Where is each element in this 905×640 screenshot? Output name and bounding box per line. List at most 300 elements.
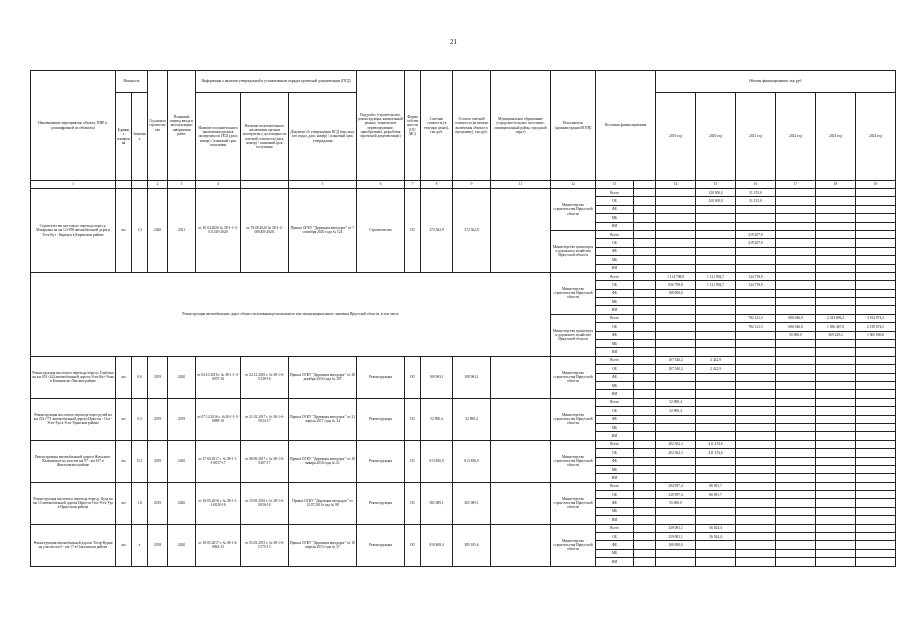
funding-label: ФБ [596, 205, 634, 213]
funding-value: 686 046,0 [776, 323, 816, 331]
funding-value [816, 222, 856, 230]
executor-cell: Министерство строительства Иркутской области [551, 272, 596, 314]
index-cell: 16 [736, 181, 776, 189]
funding-value [656, 474, 696, 482]
work-type: Реконструкция [357, 356, 405, 398]
start-year: 2019 [148, 356, 168, 398]
funding-label: ИИ [596, 264, 634, 272]
funding-value [776, 465, 816, 473]
capacity-unit: км [116, 398, 132, 440]
funding-label: ФБ [596, 415, 634, 423]
executor-cell: Министерство транспорта и дорожного хозяйства Иркутской области [551, 230, 596, 272]
expertise-info: от 19.05.2016 г. № 38-1-1-3-0020-16 [196, 482, 241, 524]
funding-spacer [634, 474, 656, 482]
header-year: 2019 год [656, 93, 696, 181]
funding-value [856, 298, 896, 306]
funding-value [696, 516, 736, 524]
executor-cell: Министерство строительства Иркутской области [551, 356, 596, 398]
funding-value: 3 163 074,5 [856, 314, 896, 322]
funding-spacer [634, 465, 656, 473]
funding-value: 782 121,5 [736, 314, 776, 322]
funding-value [696, 398, 736, 406]
approval-doc: Приказ ОГКУ "Дирекция автодорог" от 28 декабря 2016 года № 187 [289, 356, 357, 398]
capacity-value: 1,3 [132, 189, 148, 273]
funding-value: 202 362,3 [656, 449, 696, 457]
funding-value: 686 046,0 [776, 314, 816, 322]
funding-value [856, 541, 896, 549]
start-year: 2019 [148, 440, 168, 482]
funding-label: ОБ [596, 491, 634, 499]
index-cell: 3 [168, 181, 196, 189]
funding-value [816, 197, 856, 205]
funding-spacer [634, 356, 656, 364]
funding-value [656, 415, 696, 423]
index-cell: 5 [289, 181, 357, 189]
capacity-value: х [132, 524, 148, 566]
funding-value [816, 340, 856, 348]
funding-value [696, 465, 736, 473]
funding-label: Всего [596, 440, 634, 448]
funding-value: 1 114 798,8 [656, 272, 696, 280]
funding-spacer [634, 415, 656, 423]
funding-value [816, 499, 856, 507]
funding-value [856, 256, 896, 264]
funding-value [696, 230, 736, 238]
funding-value [816, 239, 856, 247]
funding-value [816, 381, 856, 389]
funding-value [816, 348, 856, 356]
funding-value [776, 306, 816, 314]
funding-value [776, 381, 816, 389]
funding-value [856, 432, 896, 440]
funding-spacer [634, 407, 656, 415]
funding-value [736, 365, 776, 373]
page-number: 21 [450, 38, 457, 46]
funding-value [776, 272, 816, 280]
funding-value [696, 457, 736, 465]
funding-value [776, 289, 816, 297]
funding-spacer [634, 239, 656, 247]
funding-value [776, 281, 816, 289]
planned-term: 2020 [168, 524, 196, 566]
funding-value [736, 457, 776, 465]
index-cell: 7 [405, 181, 421, 189]
funding-value: 219 207,9 [736, 239, 776, 247]
funding-value [776, 214, 816, 222]
header-value: Значение [132, 93, 148, 181]
funding-value [816, 491, 856, 499]
header-volumes: Объемы финансирования, тыс.руб. [656, 71, 896, 93]
estimate-info: от 19.05.2016 г. № 38-1-6-0036-16 [241, 482, 289, 524]
funding-value [816, 432, 856, 440]
funding-value [776, 197, 816, 205]
funding-label: МБ [596, 465, 634, 473]
funding-value [736, 507, 776, 515]
capacity-value: 15,1 [132, 440, 148, 482]
funding-value [656, 189, 696, 197]
funding-value [656, 432, 696, 440]
funding-value [776, 449, 816, 457]
funding-value [816, 205, 856, 213]
funding-label: ОБ [596, 365, 634, 373]
funding-value [736, 423, 776, 431]
funding-value [776, 482, 816, 490]
capacity-unit: км [116, 356, 132, 398]
start-year: 2019 [148, 398, 168, 440]
funding-value [776, 432, 816, 440]
funding-value: 782 121,5 [736, 323, 776, 331]
funding-value [656, 340, 696, 348]
funding-label: ФБ [596, 247, 634, 255]
funding-value [656, 457, 696, 465]
funding-value [816, 272, 856, 280]
header-funding-source: Источник финансирования [596, 71, 656, 181]
funding-spacer [634, 298, 656, 306]
municipality [491, 440, 551, 482]
index-cell: 17 [776, 181, 816, 189]
funding-value [696, 373, 736, 381]
funding-value [776, 549, 816, 557]
work-type: Реконструкция [357, 398, 405, 440]
funding-value [656, 256, 696, 264]
funding-value [776, 340, 816, 348]
funding-spacer [634, 541, 656, 549]
work-type: Реконструкция [357, 440, 405, 482]
funding-value [696, 306, 736, 314]
funding-value [816, 356, 856, 364]
start-year: 2019 [148, 482, 168, 524]
funding-value [816, 264, 856, 272]
capacity-value: 0,3 [132, 398, 148, 440]
work-type: Строительство [357, 189, 405, 273]
funding-value [696, 340, 736, 348]
funding-value [856, 381, 896, 389]
funding-label: ОБ [596, 407, 634, 415]
funding-spacer [634, 281, 656, 289]
funding-value [816, 558, 856, 566]
group-title: Реконструкция автомобильных дорог общего пользования регионального или межмуниципального значения Иркутской области, в том числе [31, 272, 551, 356]
capacity-unit: км [116, 440, 132, 482]
funding-value [736, 449, 776, 457]
funding-value [736, 533, 776, 541]
funding-label: ИИ [596, 306, 634, 314]
header-year: 2020 год [696, 93, 736, 181]
index-cell: 9 [453, 181, 491, 189]
funding-spacer [634, 214, 656, 222]
funding-value [776, 491, 816, 499]
funding-value [776, 239, 816, 247]
funding-value [776, 524, 816, 532]
funding-value [856, 348, 896, 356]
funding-value: 2 422,9 [696, 356, 736, 364]
start-year: 2018 [148, 524, 168, 566]
funding-value [736, 390, 776, 398]
funding-spacer [634, 264, 656, 272]
funding-label: ИИ [596, 390, 634, 398]
funding-value [696, 205, 736, 213]
municipality [491, 524, 551, 566]
funding-value [736, 432, 776, 440]
capacity-unit: км [116, 524, 132, 566]
funding-value [856, 407, 896, 415]
funding-value: 86 091,7 [696, 482, 736, 490]
funding-value [736, 348, 776, 356]
approval-doc: Приказ ОГКУ "Дирекция автодорог" от 12.07.2016 года № 98 [289, 482, 357, 524]
funding-spacer [634, 205, 656, 213]
funding-value [856, 507, 896, 515]
header-approval-doc: Документ об утверждении ПСД (вид акта, кто издал, дата, номер) / плановый срок утверждения [289, 93, 357, 181]
funding-value [696, 549, 736, 557]
funding-value: 144 739,9 [736, 272, 776, 280]
funding-value [696, 314, 736, 322]
funding-spacer [634, 331, 656, 339]
funding-spacer [634, 348, 656, 356]
funding-value [856, 272, 896, 280]
ownership-form: ОС [405, 356, 421, 398]
funding-value [776, 348, 816, 356]
funding-value [656, 314, 696, 322]
funding-value [856, 499, 896, 507]
remaining-cost: 381 089,1 [453, 482, 491, 524]
funding-value: 55 000,0 [656, 499, 696, 507]
index-cell: 12 [551, 181, 596, 189]
funding-value [856, 516, 896, 524]
funding-spacer [634, 440, 656, 448]
funding-value [696, 239, 736, 247]
funding-value [656, 348, 696, 356]
funding-value [776, 533, 816, 541]
funding-value [776, 541, 816, 549]
funding-value: 369 429,2 [816, 331, 856, 339]
funding-value [736, 465, 776, 473]
funding-value [776, 264, 816, 272]
index-cell: 11 [491, 181, 551, 189]
funding-value [736, 222, 776, 230]
expertise-info: от 18.05.2017 г. № 38-1-4-0062-13 [196, 524, 241, 566]
funding-spacer [634, 390, 656, 398]
funding-label: ФБ [596, 541, 634, 549]
funding-label: Всего [596, 356, 634, 364]
funding-value [856, 533, 896, 541]
funding-spacer [634, 381, 656, 389]
header-start-year: Год начала строительства [148, 71, 168, 181]
funding-value [856, 239, 896, 247]
executor-cell: Министерство строительства Иркутской области [551, 482, 596, 524]
funding-value: 50 000,0 [776, 331, 816, 339]
capacity-unit: км [116, 482, 132, 524]
funding-value [696, 474, 736, 482]
index-cell: 6 [357, 181, 405, 189]
funding-label: ФБ [596, 373, 634, 381]
funding-label: ИИ [596, 516, 634, 524]
funding-value [816, 482, 856, 490]
funding-value: 229 081,1 [656, 533, 696, 541]
funding-spacer [634, 549, 656, 557]
estimate-info: от 21.02.2017 г. № 38-1-6-0034-17 [241, 398, 289, 440]
funding-value [856, 549, 896, 557]
start-year: 2020 [148, 189, 168, 273]
estimated-cost: 613 836,9 [421, 440, 453, 482]
funding-value [736, 482, 776, 490]
funding-spacer [634, 197, 656, 205]
expertise-info: от 10.04.2020 № 38-1-1-3-011410-2020 [196, 189, 241, 273]
funding-label: ФБ [596, 457, 634, 465]
funding-spacer [634, 323, 656, 331]
funding-label: МБ [596, 256, 634, 264]
funding-value [816, 398, 856, 406]
funding-value [696, 415, 736, 423]
funding-value [656, 381, 696, 389]
funding-value [856, 474, 896, 482]
approval-doc: Приказ ОГКУ "Дирекция автодорог" от 10 апреля 2015 года № 37 [289, 524, 357, 566]
funding-value [656, 423, 696, 431]
funding-label: МБ [596, 298, 634, 306]
funding-value [656, 373, 696, 381]
funding-label: Всего [596, 524, 634, 532]
approval-doc: Приказ ОГКУ "Дирекция автодорог" от 29 января 2018 года № 21 [289, 440, 357, 482]
funding-value [656, 507, 696, 515]
estimate-info: от 08.09.2017 г. № 38-1-6-0207-17 [241, 440, 289, 482]
funding-spacer [634, 340, 656, 348]
funding-value [856, 340, 896, 348]
funding-value [776, 415, 816, 423]
funding-value [816, 541, 856, 549]
funding-value: 202 362,3 [656, 440, 696, 448]
object-name: Реконструкция автомобильной дороги Тотэр-Курма на участке км 0 - км 17 в Ольхонском районе [31, 524, 116, 566]
funding-value [736, 306, 776, 314]
funding-value [656, 549, 696, 557]
funding-value [776, 440, 816, 448]
funding-value [816, 549, 856, 557]
funding-spacer [634, 507, 656, 515]
funding-value [696, 331, 736, 339]
funding-value [736, 214, 776, 222]
funding-value: 2 323 896,2 [816, 314, 856, 322]
executor-cell: Министерство строительства Иркутской области [551, 189, 596, 231]
funding-value [856, 491, 896, 499]
funding-value [696, 558, 736, 566]
estimate-info: от 22.12.2016 г. № 38-1-6-0139-16 [241, 356, 289, 398]
index-cell [116, 181, 132, 189]
estimated-cost: 109 963,1 [421, 356, 453, 398]
estimated-cost: 910 408,4 [421, 524, 453, 566]
funding-value [736, 491, 776, 499]
funding-value [656, 323, 696, 331]
funding-value [736, 256, 776, 264]
header-year: 2024 год [856, 93, 896, 181]
funding-value [856, 289, 896, 297]
funding-value [856, 189, 896, 197]
funding-spacer [634, 558, 656, 566]
funding-label: ФБ [596, 499, 634, 507]
funding-value [776, 230, 816, 238]
funding-spacer [634, 457, 656, 465]
funding-value [736, 356, 776, 364]
funding-value [856, 423, 896, 431]
funding-spacer [634, 482, 656, 490]
funding-value [696, 214, 736, 222]
funding-value [776, 205, 816, 213]
funding-label: МБ [596, 507, 634, 515]
funding-value: 219 207,9 [736, 230, 776, 238]
funding-value [656, 214, 696, 222]
funding-value [696, 432, 736, 440]
funding-value [736, 398, 776, 406]
funding-spacer [634, 423, 656, 431]
funding-value [816, 373, 856, 381]
funding-value [776, 365, 816, 373]
header-docs-group: Информация о наличии утвержденной в установленном порядке проектной документации (ПСД) [196, 71, 357, 93]
funding-label: ИИ [596, 558, 634, 566]
object-name: Реконструкция мостового перехода через р. Горбатка на км 201+244 автомобильной дороги Усть-Кут-Уоян в Казачинско-Ленском районе [31, 356, 116, 398]
funding-value [696, 298, 736, 306]
funding-value: 294 997,4 [656, 482, 696, 490]
funding-value: 120 300,0 [696, 189, 736, 197]
funding-label: Всего [596, 189, 634, 197]
planned-term: 2020 [168, 440, 196, 482]
funding-spacer [634, 524, 656, 532]
funding-spacer [634, 365, 656, 373]
funding-value [656, 239, 696, 247]
funding-value [816, 289, 856, 297]
funding-value: 144 739,9 [736, 281, 776, 289]
funding-value [736, 298, 776, 306]
planned-term: 2020 [168, 482, 196, 524]
funding-value [736, 289, 776, 297]
funding-value [736, 205, 776, 213]
funding-value [736, 549, 776, 557]
funding-value [696, 247, 736, 255]
funding-spacer [634, 373, 656, 381]
funding-value [816, 298, 856, 306]
funding-value [856, 457, 896, 465]
funding-value [656, 390, 696, 398]
funding-value [856, 222, 896, 230]
funding-value [776, 298, 816, 306]
funding-value [816, 449, 856, 457]
funding-value [736, 524, 776, 532]
funding-value [856, 482, 896, 490]
work-type: Реконструкция [357, 482, 405, 524]
funding-value: 120 300,0 [696, 197, 736, 205]
funding-value [736, 516, 776, 524]
object-name: Реконструкция мостового перехода через р. Куда на км 15 автомобильной дороги Иркутск-Оса-Усть-Уда в Иркутском районе [31, 482, 116, 524]
municipality [491, 398, 551, 440]
funding-value [856, 365, 896, 373]
funding-label: Всего [596, 482, 634, 490]
funding-value [696, 507, 736, 515]
funding-value [816, 281, 856, 289]
funding-value: 411 474,6 [696, 449, 736, 457]
funding-value [856, 558, 896, 566]
funding-value [816, 247, 856, 255]
municipality [491, 189, 551, 273]
header-remaining-cost: Остаток сметной стоимости (на момент включения объекта в программу), тыс.руб. [453, 71, 491, 181]
funding-value [816, 230, 856, 238]
header-unit: Единица измерения [116, 93, 132, 181]
ownership-form: ОС [405, 524, 421, 566]
object-name: Строительство мостового перехода через р. Макаровка на км 12+958 автомобильной дороги Усть-Кут - Киренск в Киренском районе [31, 189, 116, 273]
funding-value: 1 956 467,0 [816, 323, 856, 331]
approval-doc: Приказ ОГКУ "Дирекция автодорог" от 7 сентября 2020 года № 124 [289, 189, 357, 273]
funding-spacer [634, 491, 656, 499]
header-municipality: Муниципальное образование (городское/сельское поселение, муниципальный район, городской округ) [491, 71, 551, 181]
funding-value [656, 331, 696, 339]
funding-value [816, 306, 856, 314]
header-estimated-cost: Сметная стоимость (в текущих ценах), тыс.руб. [421, 71, 453, 181]
financing-table [30, 70, 896, 567]
funding-value: 2 158 074,5 [856, 323, 896, 331]
